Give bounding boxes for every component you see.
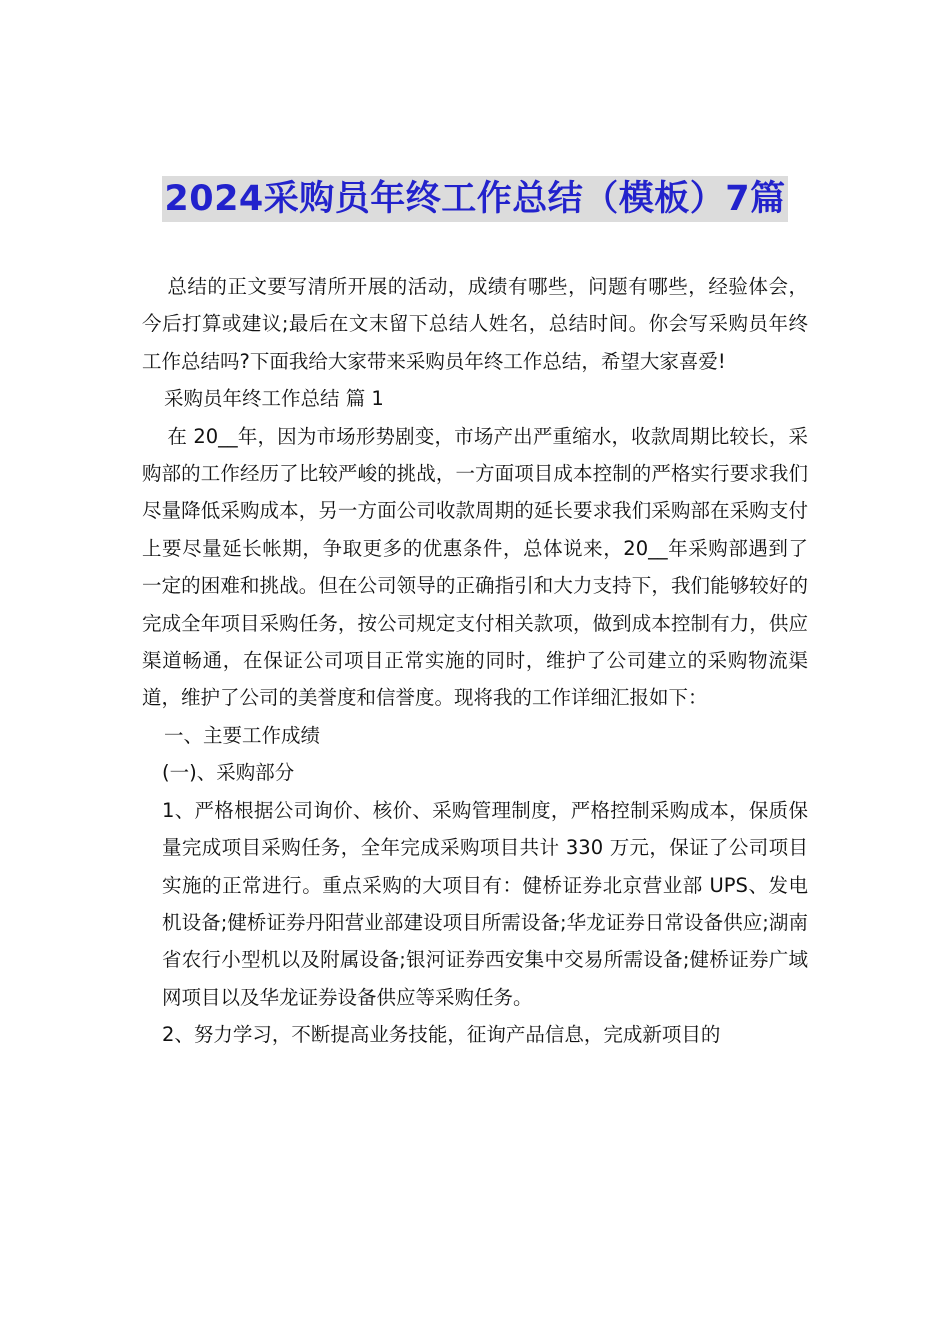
intro-paragraph: 总结的正文要写清所开展的活动，成绩有哪些，问题有哪些，经验体会，今后打算或建议;最后在文末留下总结人姓名，总结时间。你会写采购员年终工作总结吗?下面我给大家带来采购员年终工作总结，希望大家喜爱! <box>142 275 808 373</box>
paragraph-1: 在 20__年，因为市场形势剧变，市场产出严重缩水，收款周期比较长，采购部的工作经历了比较严峻的挑战，一方面项目成本控制的严格实行要求我们尽量降低采购成本，另一方面公司收款周期的延长要求我们采购部在采购支付上要尽量延长帐期，争取更多的优惠条件，总体说来，20__年采购部遇到了一定的困难和挑战。但在公司领导的正确指引和大力支持下，我们能够较好的完成全年项目采购任务，按公司规定支付相关款项，做到成本控制有力，供应渠道畅通，在保证公司项目正常实施的同时，维护了公司建立的采购物流渠道，维护了公司的美誉度和信誉度。现将我的工作详细汇报如下： <box>142 424 808 710</box>
list-item-2: 2、努力学习，不断提高业务技能，征询产品信息，完成新项目的 <box>162 1023 721 1047</box>
heading-main-achievements: 一、主要工作成绩 <box>164 723 321 747</box>
document-body <box>142 268 808 1054</box>
list-item-1: 1、严格根据公司询价、核价、采购管理制度，严格控制采购成本，保质保量完成项目采购任务，全年完成采购项目共计 330 万元，保证了公司项目实施的正常进行。重点采购的大项目有：健桥证券北京营业部 UPS、发电机设备;健桥证券丹阳营业部建设项目所需设备;华龙证券日常设备供应;湖南省农行小型机以及附属设备;银河证券西安集中交易所需设备;健桥证券广域网项目以及华龙证券设备供应等采购任务。 <box>162 798 808 1009</box>
title-wrap <box>0 176 950 222</box>
heading-purchasing-section: (一)、采购部分 <box>162 761 295 785</box>
document-title: 2024采购员年终工作总结（模板）7篇 <box>162 176 787 222</box>
section-heading: 采购员年终工作总结 篇 1 <box>164 387 384 411</box>
